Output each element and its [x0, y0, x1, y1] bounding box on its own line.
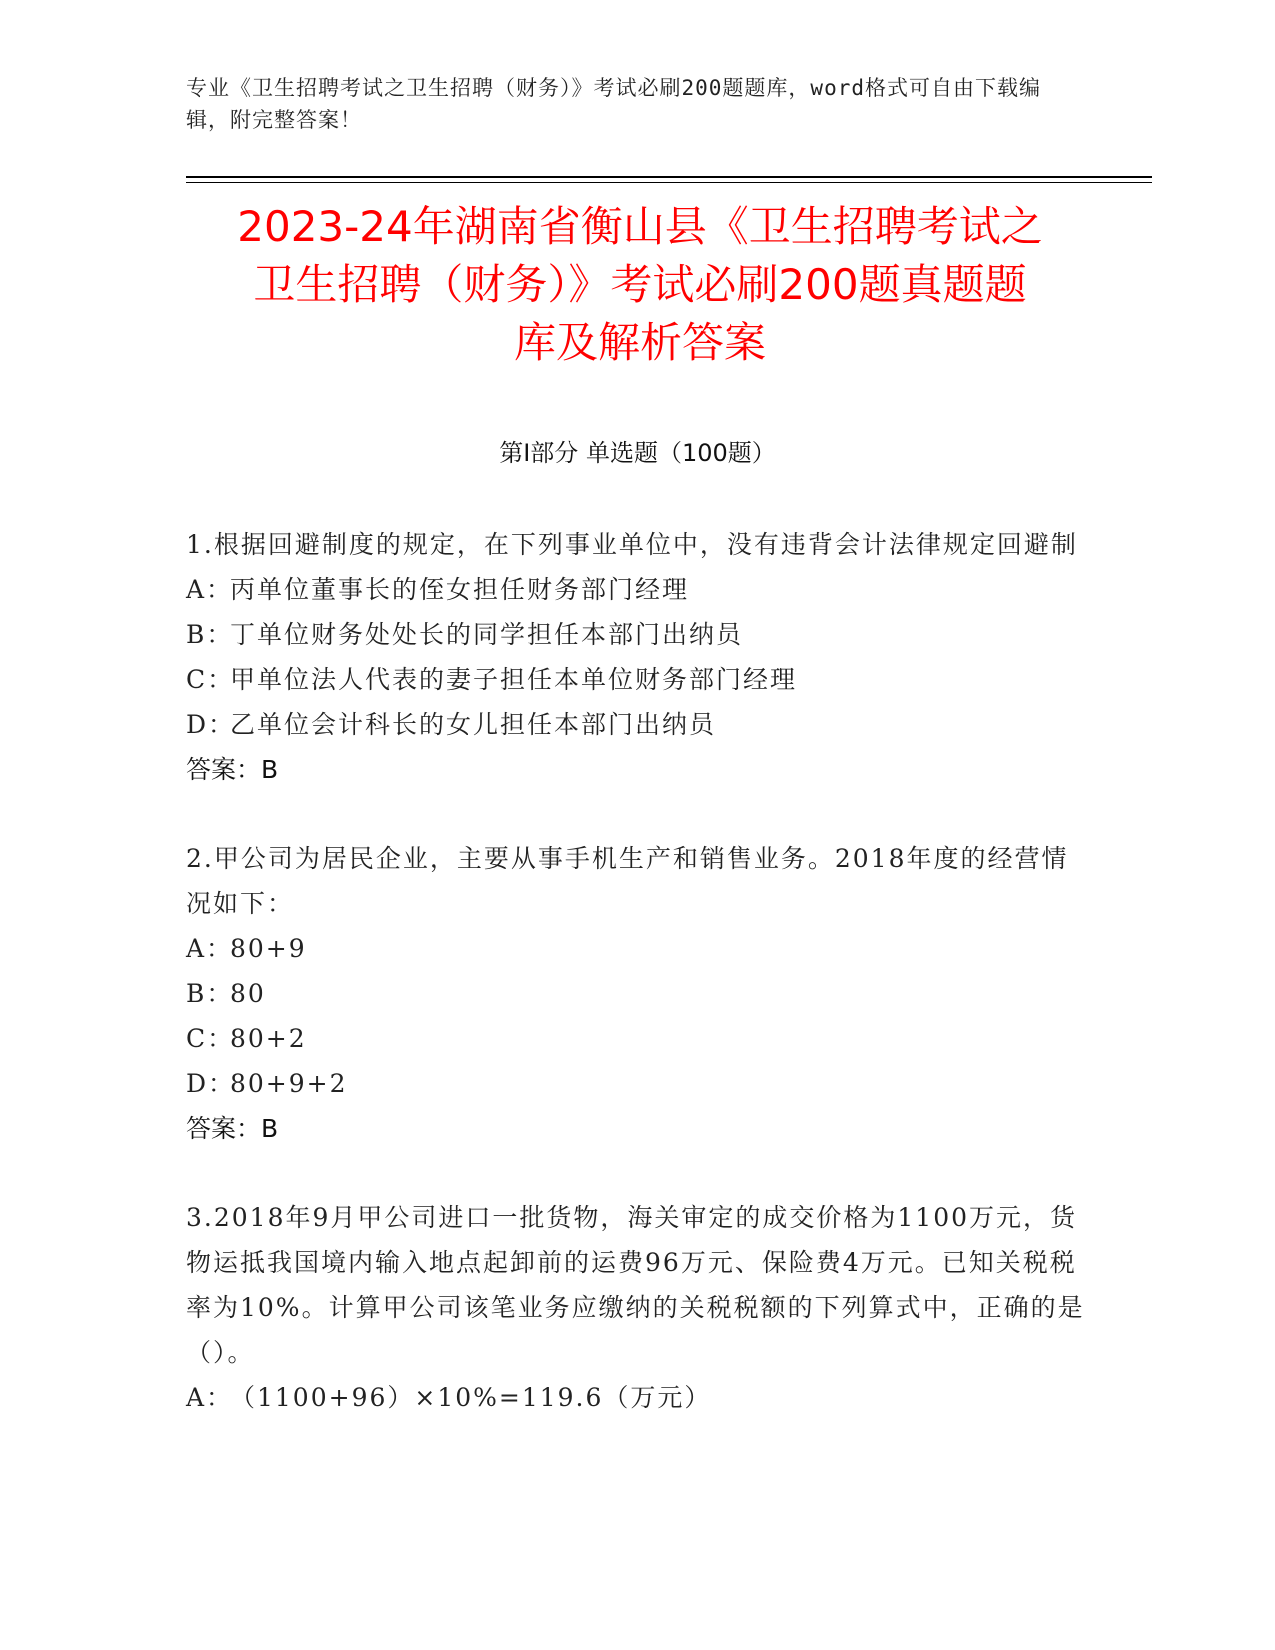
option-a [186, 1375, 1086, 1420]
option-a [186, 567, 1086, 612]
question-text: 2.甲公司为居民企业，主要从事手机生产和销售业务。2018年度的经营情况如下： [186, 844, 1069, 918]
option-d [186, 702, 1086, 747]
option-a [186, 926, 1086, 971]
option-text: 甲单位法人代表的妻子担任本单位财务部门经理 [230, 665, 798, 694]
option-text: 丁单位财务处处长的同学担任本部门出纳员 [230, 620, 744, 649]
option-text: 80+9 [230, 934, 307, 963]
question-2 [186, 836, 1086, 1151]
option-key: B： [186, 979, 234, 1008]
answer: 答案：B [186, 755, 279, 784]
option-text: 丙单位董事长的侄女担任财务部门经理 [230, 575, 690, 604]
title-line-2: 卫生招聘（财务）》考试必刷200题真题题 [253, 260, 1027, 309]
option-key: D： [186, 1069, 236, 1098]
option-key: A： [186, 934, 234, 963]
option-key: A： [186, 1383, 234, 1412]
answer: 答案：B [186, 1114, 279, 1143]
option-b [186, 971, 1086, 1016]
question-list [186, 522, 1086, 1464]
option-key: C： [186, 665, 235, 694]
option-b [186, 612, 1086, 657]
header-rule-thick [186, 176, 1152, 178]
header-note: 专业《卫生招聘考试之卫生招聘（财务）》考试必刷200题题库，word格式可自由下载编辑，附完整答案！ [186, 76, 1041, 132]
option-text: 80 [230, 979, 266, 1008]
option-key: A： [186, 575, 234, 604]
option-text: 80+9+2 [230, 1069, 348, 1098]
option-text: （1100+96）×10%=119.6（万元） [230, 1383, 712, 1412]
document-title [160, 198, 1120, 372]
option-d [186, 1061, 1086, 1106]
option-key: B： [186, 620, 234, 649]
title-line-3: 库及解析答案 [513, 318, 766, 367]
title-line-1: 2023-24年湖南省衡山县《卫生招聘考试之 [237, 202, 1043, 251]
question-1 [186, 522, 1086, 792]
option-text: 乙单位会计科长的女儿担任本部门出纳员 [230, 710, 717, 739]
option-c [186, 1016, 1086, 1061]
section-title: 第I部分 单选题（100题） [499, 439, 776, 467]
option-text: 80+2 [230, 1024, 307, 1053]
option-c [186, 657, 1086, 702]
option-key: C： [186, 1024, 235, 1053]
header-rule-thin [186, 182, 1152, 183]
question-text: 1.根据回避制度的规定，在下列事业单位中，没有违背会计法律规定回避制 [186, 530, 1078, 559]
question-3 [186, 1195, 1086, 1420]
question-text: 3.2018年9月甲公司进口一批货物，海关审定的成交价格为1100万元，货物运抵我国境内输入地点起卸前的运费96万元、保险费4万元。已知关税税率为10%。计算甲公司该笔业务应缴纳的关税税额的下列算式中，正确的是（）。 [186, 1203, 1085, 1367]
option-key: D： [186, 710, 236, 739]
